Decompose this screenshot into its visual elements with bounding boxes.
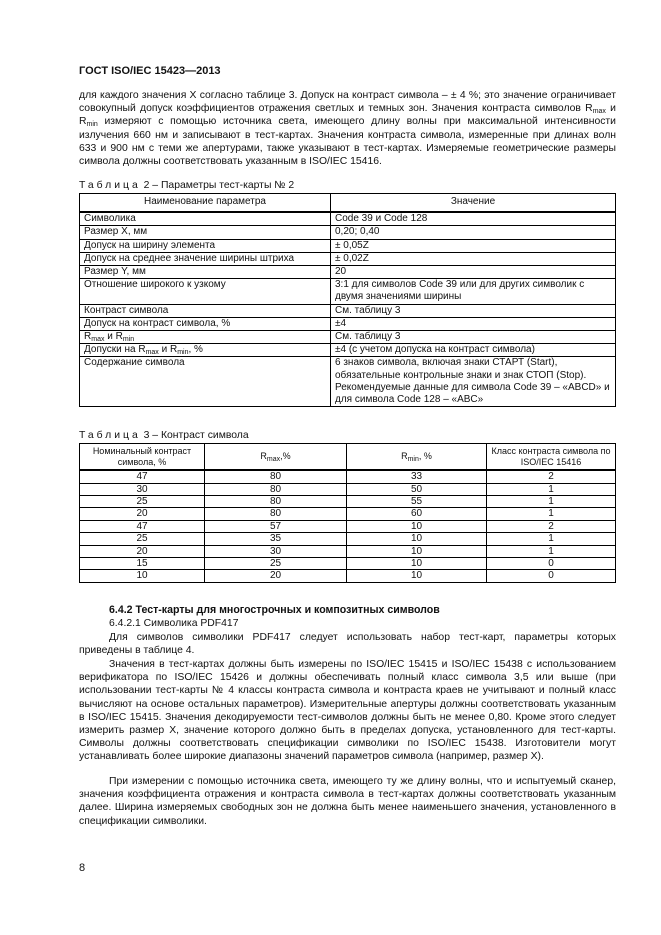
header-text: R [401,451,408,462]
table-cell: 25 [80,496,205,508]
table-row [80,558,616,570]
intro-text-b: и R [79,103,616,128]
table-cell: 80 [205,508,347,520]
table-cell: 47 [80,520,205,532]
table-cell: 30 [205,545,347,557]
table-cell: 60 [347,508,487,520]
table3-caption-word: Таблица [79,430,141,441]
column-header: Наименование параметра [80,194,331,213]
section-paragraph-2: Значения в тест-картах должны быть измерены по ISO/IEC 15415 и ISO/IEC 15438 с использованием верификатора по ISO/IEC 15426 и должны обеспечивать полный класс символа 3,5 или выше (при использовании тест-карты № 4 классы контраста символа и контраста краев не учитывают и полный класс вычисляют на основе остальных параметров). Измерительные апертуры должны соответствовать указанным в ISO/IEC 15415. Значения декодируемости тест-символов должны быть не менее 0,80. Кроме этого следует измерить размер X, значение которого должно быть в пределах допуска, установленного для тест-карты. Символы должны соответствовать спецификации символики по ISO/IEC 15438. Изготовители могут устанавливать более широкие диапазоны значений параметров символа (например, размер X). [79,659,616,763]
table-cell: 20 [205,570,347,582]
header-sub: min [407,456,419,464]
table-cell: Размер X, мм [80,226,331,239]
table-cell: 10 [347,558,487,570]
test-card-parameters-table [79,193,616,407]
table-cell: ±4 [331,317,616,330]
table2-caption-word: Таблица [79,180,141,191]
table-row [80,533,616,545]
table-cell: 80 [205,483,347,495]
table-cell: См. таблицу 3 [331,304,616,317]
table-cell: 47 [80,470,205,483]
table-cell: 10 [347,570,487,582]
intro-sub-max: max [592,108,606,116]
table-cell: Размер Y, мм [80,266,331,279]
table-cell: Отношение широкого к узкому [80,279,331,304]
table-header-row [80,194,616,213]
header-text: ,% [280,451,291,462]
table-cell [80,331,331,344]
table-cell: 0 [487,570,616,582]
table-cell: 1 [487,533,616,545]
table-cell: ± 0,05Z [331,239,616,252]
table-cell: 25 [205,558,347,570]
table-header-row [80,444,616,471]
table-cell: 55 [347,496,487,508]
table-row [80,252,616,265]
intro-paragraph [79,89,616,168]
table-row [80,239,616,252]
table-cell: См. таблицу 3 [331,331,616,344]
table-row [80,545,616,557]
table-row [80,212,616,226]
section-heading: 6.4.2 Тест-карты для многострочных и композитных символов [109,604,440,616]
table-cell: 30 [80,483,205,495]
table-cell: 80 [205,470,347,483]
table-cell: Допуск на ширину элемента [80,239,331,252]
table-row [80,344,616,357]
table-row [80,317,616,330]
table-row [80,304,616,317]
section-paragraph-3: При измерении с помощью источника света, имеющего ту же длину волны, что и испытуемый сканер, значения коэффициента отражения и контраста символа в тест-картах должны соответствовать указанным далее. Ширина измеряемых свободных зон не должна быть менее наименьшего значения, установленного в спецификации символики. [79,776,616,827]
table-row [80,470,616,483]
table-row [80,331,616,344]
table-cell: Допуск на среднее значение ширины штриха [80,252,331,265]
table-cell: 10 [80,570,205,582]
table-row [80,520,616,532]
table2-caption [79,179,294,192]
header-text: R [260,451,267,462]
table-row [80,508,616,520]
cell-text: R [84,331,92,343]
table-cell: ±4 (с учетом допуска на контраст символа) [331,344,616,357]
column-header [347,444,487,471]
page-number: 8 [79,862,86,874]
header-text: , % [418,451,432,462]
table-cell: 15 [80,558,205,570]
table-cell: Символика [80,212,331,226]
cell-text: , % [188,344,203,356]
table-cell: 6 знаков символа, включая знаки СТАРТ (Start), обязательные контрольные знаки и знак СТОП (Stop). Рекомендуемые данные для символа Code 39 – «ABCD» и для символа Code 128 – «ABC» [331,357,616,407]
column-header: Класс контраста символа по ISO/IEC 15416 [487,444,616,471]
intro-sub-min: min [86,121,98,129]
table-cell: 0 [487,558,616,570]
table-cell: 80 [205,496,347,508]
table-cell: 35 [205,533,347,545]
table-cell: 1 [487,508,616,520]
cell-sub: max [91,336,105,344]
table-cell: 20 [80,508,205,520]
table-row [80,570,616,582]
intro-text-c: измеряют с помощью источника света, имеющего длину волны при максимальной интенсивности излучения 660 нм и записывают в тест-картах. Значения контраста символа, измеренные при длинах волн 633 и 900 нм с теми же апертурами, также указывают в тест-картах. Измеряемые геометрические размеры символа должны соответствовать указанным в ISO/IEC 15416. [79,116,616,168]
table-cell: 1 [487,483,616,495]
table-row [80,483,616,495]
table-row [80,279,616,304]
document-header: ГОСТ ISO/IEC 15423—2013 [79,65,221,77]
symbol-contrast-table [79,443,616,583]
cell-sub: max [145,349,159,357]
table-cell: 10 [347,533,487,545]
cell-text: и R [158,344,178,356]
table-cell [80,344,331,357]
table-cell: 25 [80,533,205,545]
table-cell: 10 [347,520,487,532]
table-cell: 10 [347,545,487,557]
table-cell: 1 [487,545,616,557]
table2-caption-rest: 2 – Параметры тест-карты № 2 [140,180,295,191]
column-header [205,444,347,471]
table-cell: 50 [347,483,487,495]
table-row [80,226,616,239]
table-cell: ± 0,02Z [331,252,616,265]
table-cell: 20 [80,545,205,557]
column-header: Номинальный контраст символа, % [80,444,205,471]
table-cell: 2 [487,470,616,483]
cell-text: Допуски на R [84,344,146,356]
section-paragraph-1: Для символов символики PDF417 следует использовать набор тест-карт, параметры которых приведены в таблице 4. [79,632,616,657]
header-sub: max [266,456,281,464]
table-cell: 57 [205,520,347,532]
table-cell: Code 39 и Code 128 [331,212,616,226]
table-cell: 20 [331,266,616,279]
table-cell: Содержание символа [80,357,331,407]
intro-text-a: для каждого значения X согласно таблице 3. Допуск на контраст символа – ± 4 %; это значение ограничивает совокупный допуск коэффициентов отражения светлых и темных зон. Значения контраста символов R [79,90,616,115]
table-cell: Контраст символа [80,304,331,317]
table3-caption [79,429,249,442]
table3-caption-rest: 3 – Контраст символа [140,430,249,441]
cell-sub: min [122,336,135,344]
table-row [80,496,616,508]
table-cell: Допуск на контраст символа, % [80,317,331,330]
table-cell: 0,20; 0,40 [331,226,616,239]
table-row [80,266,616,279]
table-cell: 1 [487,496,616,508]
table-cell: 2 [487,520,616,532]
table-cell: 33 [347,470,487,483]
cell-sub: min [177,349,189,357]
table-cell: 3:1 для символов Code 39 или для других символик с двумя значениями ширины [331,279,616,304]
subsection-heading: 6.4.2.1 Символика PDF417 [109,618,239,629]
cell-text: и R [104,331,123,343]
column-header: Значение [331,194,616,213]
table-row [80,357,616,407]
